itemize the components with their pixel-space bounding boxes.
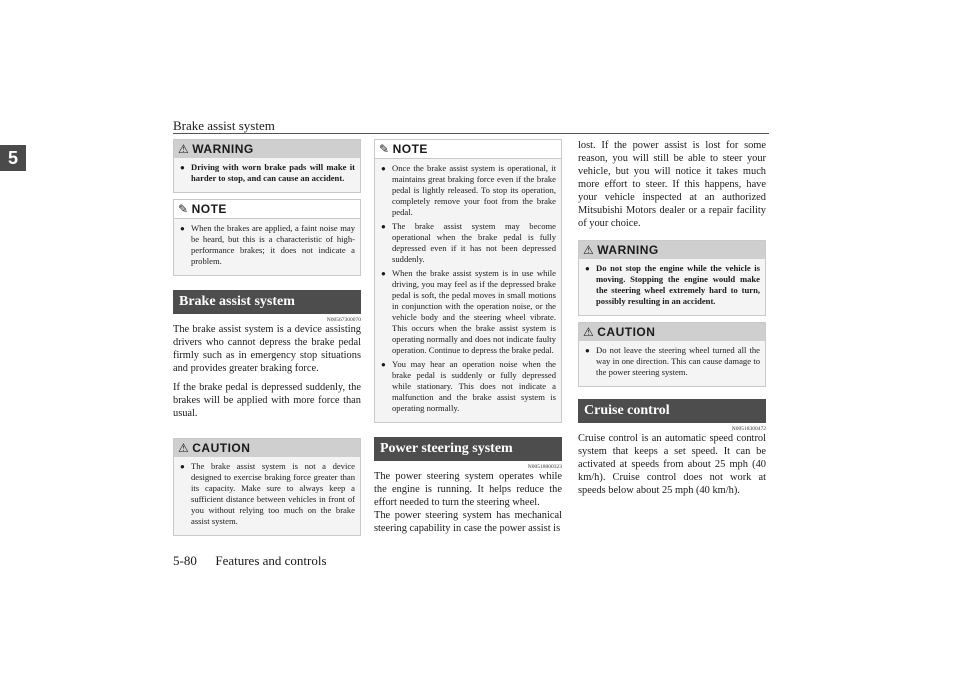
note-header [174,200,360,219]
note-box [173,199,361,276]
warning-bullet: ● Driving with worn brake pads will make it harder to stop, and can cause an accident. [179,162,355,184]
section-title-cruise-control: Cruise control [578,399,766,423]
reference-code: N00518000323 [527,464,562,470]
caution-bullet: ● The brake assist system is not a device designed to exercise braking force greater than its capacity. Make sure to always keep a sufficient distance between vehicles in front of you without relying too much on the brake assist system. [179,461,355,527]
warning-header [579,241,765,259]
section-title-brake-assist: Brake assist system [173,290,361,314]
note-bullet: ● When the brake assist system is in use while driving, you may feel as if the depressed brake pedal is soft, the pedal moves in small motions in conjunction with the operation noise, or the vehicle body and the steering wheel vibrate. This occurs when the brake assist system is operating normally and does not indicate faulty operation. Continue to depress the brake pedal. [380,268,556,356]
note-bullet: ● When the brakes are applied, a faint noise may be heard, but this is a characteristic of high-performance brakes; it does not indicate a problem. [179,223,355,267]
page-footer [173,553,327,569]
reference-code: N00518300472 [731,426,766,432]
body-paragraph: The power steering system has mechanical steering capability in case the power assist is [374,510,562,534]
caution-box [578,322,766,387]
caution-box [173,438,361,536]
body-paragraph: The power steering system operates while the engine is running. It helps reduce the effort needed to turn the steering wheel. [374,471,562,508]
body-paragraph: The brake assist system is a device assisting drivers who cannot depress the brake pedal firmly such as in emergency stop situations and provides greater braking force. [173,324,361,374]
caution-triangle-icon: ⚠ [178,441,190,455]
note-bullet: ● You may hear an operation noise when the brake pedal is suddenly or fully depressed while stationary. This does not indicate a malfunction and the brake assist system is operating normally. [380,359,556,414]
warning-triangle-icon: ⚠ [583,243,595,257]
reference-code: N00567300070 [326,317,361,323]
warning-label: WARNING [597,243,659,257]
column-3 [578,139,766,497]
warning-label: WARNING [192,142,254,156]
footer-section: Features and controls [215,553,327,568]
caution-triangle-icon: ⚠ [583,325,595,339]
header-rule [173,133,769,134]
warning-header [174,140,360,158]
column-2 [374,139,562,535]
page-header-title: Brake assist system [173,118,275,133]
warning-box [578,240,766,316]
note-label: NOTE [191,202,227,216]
note-pencil-icon: ✎ [178,202,189,216]
note-bullet: ● Once the brake assist system is operational, it maintains great braking force even if the brake pedal is lightly released. To stop its operation, completely remove your foot from the brake pedal. [380,163,556,218]
warning-box [173,139,361,193]
section-title-power-steering: Power steering system [374,437,562,461]
page-number: 5-80 [173,553,197,568]
caution-header [579,323,765,341]
caution-label: CAUTION [597,325,656,339]
body-paragraph: Cruise control is an automatic speed control system that keeps a set speed. It can be activated at speeds from about 25 mph (40 km/h). Cruise control does not work at speeds below about 25 mph (40 km/h). [578,433,766,496]
note-pencil-icon: ✎ [379,142,390,156]
caution-bullet: ● Do not leave the steering wheel turned all the way in one direction. This can cause damage to the power steering system. [584,345,760,378]
note-box [374,139,562,423]
note-bullet: ● The brake assist system may become operational when the brake pedal is fully depressed even if it has not been depressed suddenly. [380,221,556,265]
body-paragraph: If the brake pedal is depressed suddenly, the brakes will be applied with more force than usual. [173,382,361,419]
note-label: NOTE [392,142,428,156]
caution-header [174,439,360,457]
warning-triangle-icon: ⚠ [178,142,190,156]
chapter-tab: 5 [0,145,26,171]
warning-bullet: ● Do not stop the engine while the vehicle is moving. Stopping the engine would make the steering wheel extremely hard to turn, possibly resulting in an accident. [584,263,760,307]
column-1 [173,139,361,542]
body-paragraph: lost. If the power assist is lost for some reason, you will still be able to steer your vehicle, but you will notice it takes much more effort to steer. If this happens, have your vehicle inspected at an authorized Mitsubishi Motors dealer or a repair facility of your choice. [578,140,766,229]
caution-label: CAUTION [192,441,251,455]
note-header [375,140,561,159]
